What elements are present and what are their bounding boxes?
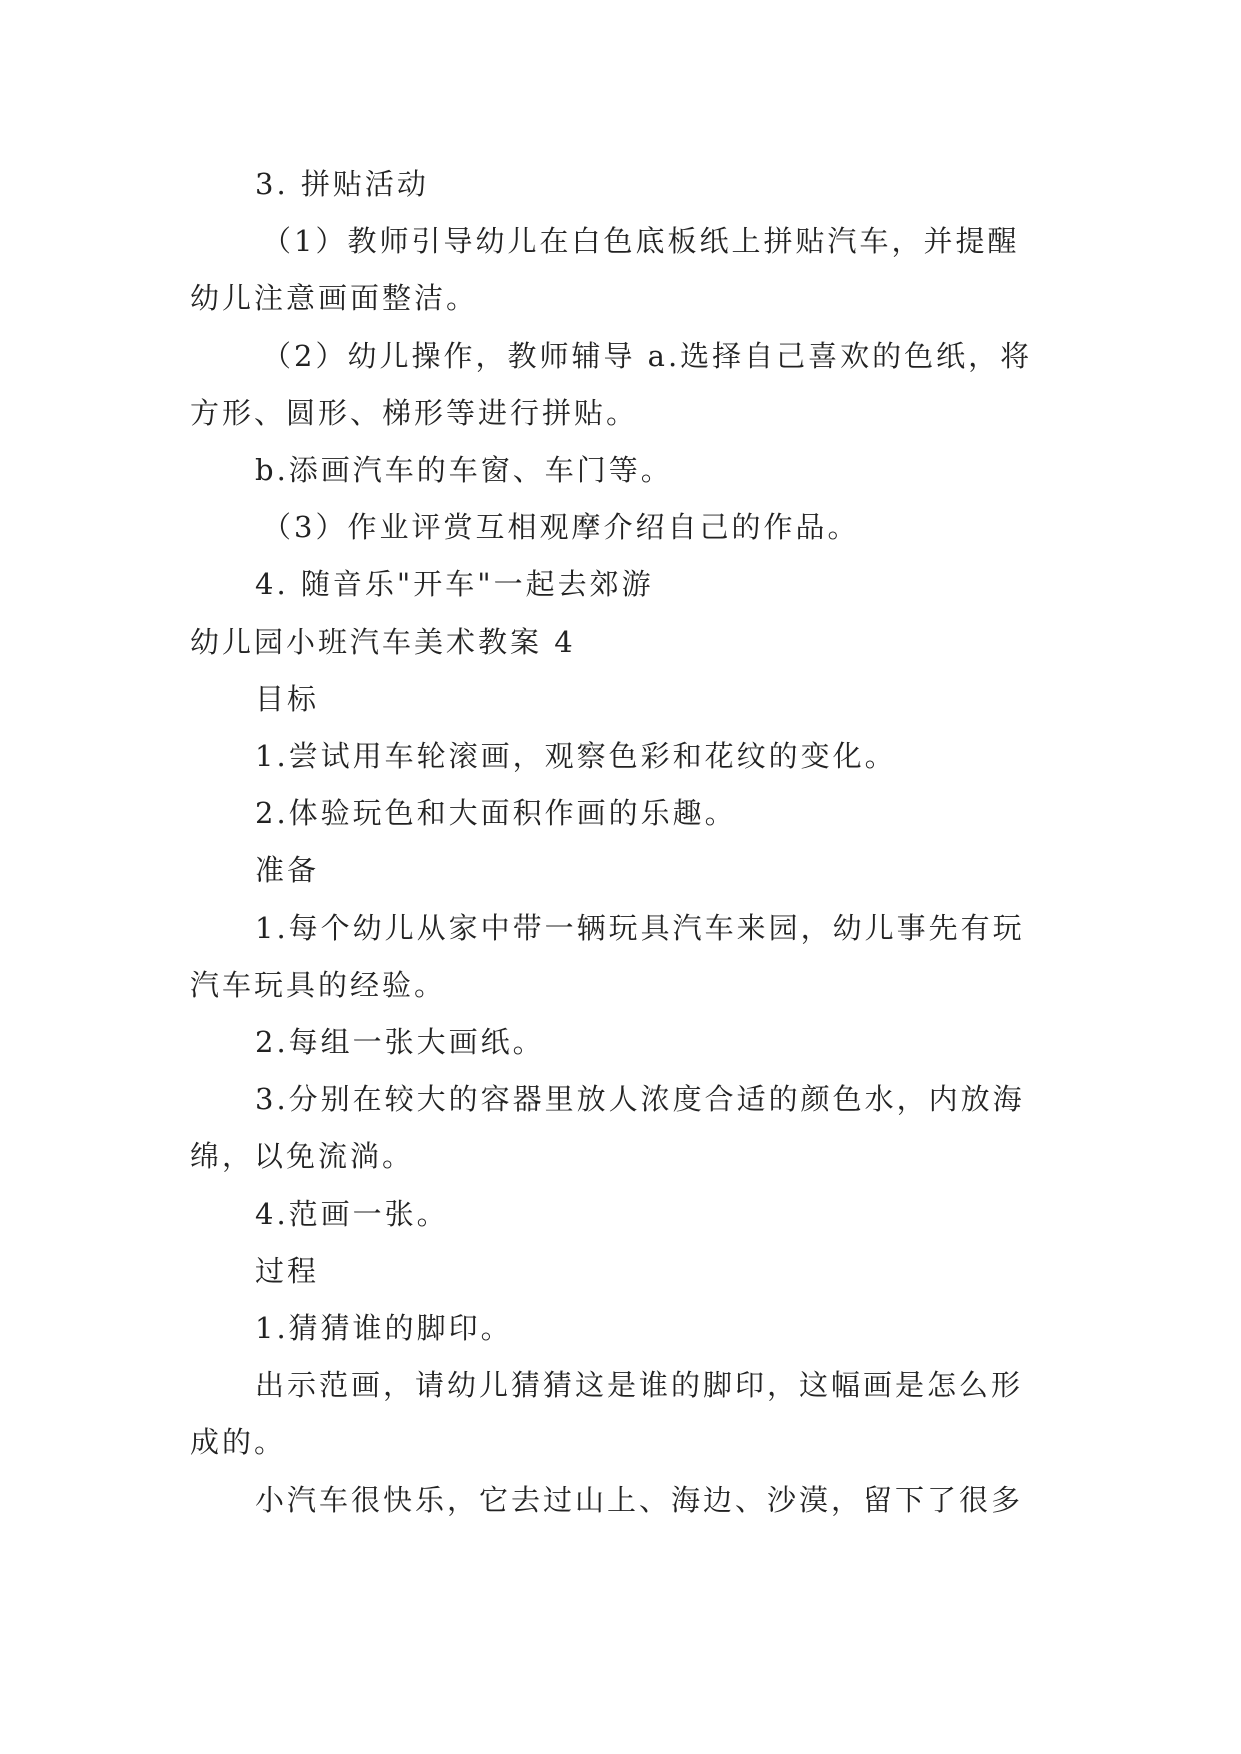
list-item-continuation: 汽车玩具的经验。	[190, 968, 447, 1002]
section-heading-process: 过程	[255, 1254, 320, 1288]
paragraph-line: b.添画汽车的车窗、车门等。	[255, 453, 673, 487]
list-item: 1.每个幼儿从家中带一辆玩具汽车来园，幼儿事先有玩	[255, 911, 1025, 945]
list-item: 1.猜猜谁的脚印。	[255, 1311, 513, 1345]
section-heading-goals: 目标	[255, 682, 320, 716]
paragraph-line: 小汽车很快乐，它去过山上、海边、沙漠，留下了很多	[255, 1483, 1024, 1517]
section-heading-preparation: 准备	[255, 853, 320, 887]
list-item: 2.体验玩色和大面积作画的乐趣。	[255, 796, 737, 830]
section-heading-music: 4. 随音乐"开车"一起去郊游	[255, 567, 654, 601]
paragraph-line: （3）作业评赏互相观摩介绍自己的作品。	[262, 510, 860, 544]
paragraph-line: 成的。	[190, 1425, 287, 1459]
paragraph-line: 方形、圆形、梯形等进行拼贴。	[190, 396, 639, 430]
paragraph-line: （1）教师引导幼儿在白色底板纸上拼贴汽车，并提醒	[262, 224, 1020, 258]
paragraph-line: 出示范画，请幼儿猜猜这是谁的脚印，这幅画是怎么形	[255, 1368, 1024, 1402]
list-item: 3.分别在较大的容器里放人浓度合适的颜色水，内放海	[255, 1082, 1025, 1116]
list-item: 1.尝试用车轮滚画，观察色彩和花纹的变化。	[255, 739, 897, 773]
list-item-continuation: 绵，以免流淌。	[190, 1139, 415, 1173]
section-heading-collage: 3. 拼贴活动	[255, 167, 429, 201]
paragraph-line: 幼儿注意画面整洁。	[190, 281, 479, 315]
paragraph-line: （2）幼儿操作，教师辅导 a.选择自己喜欢的色纸，将	[262, 339, 1033, 373]
list-item: 4.范画一张。	[255, 1197, 449, 1231]
lesson-title: 幼儿园小班汽车美术教案 4	[190, 625, 576, 659]
list-item: 2.每组一张大画纸。	[255, 1025, 545, 1059]
